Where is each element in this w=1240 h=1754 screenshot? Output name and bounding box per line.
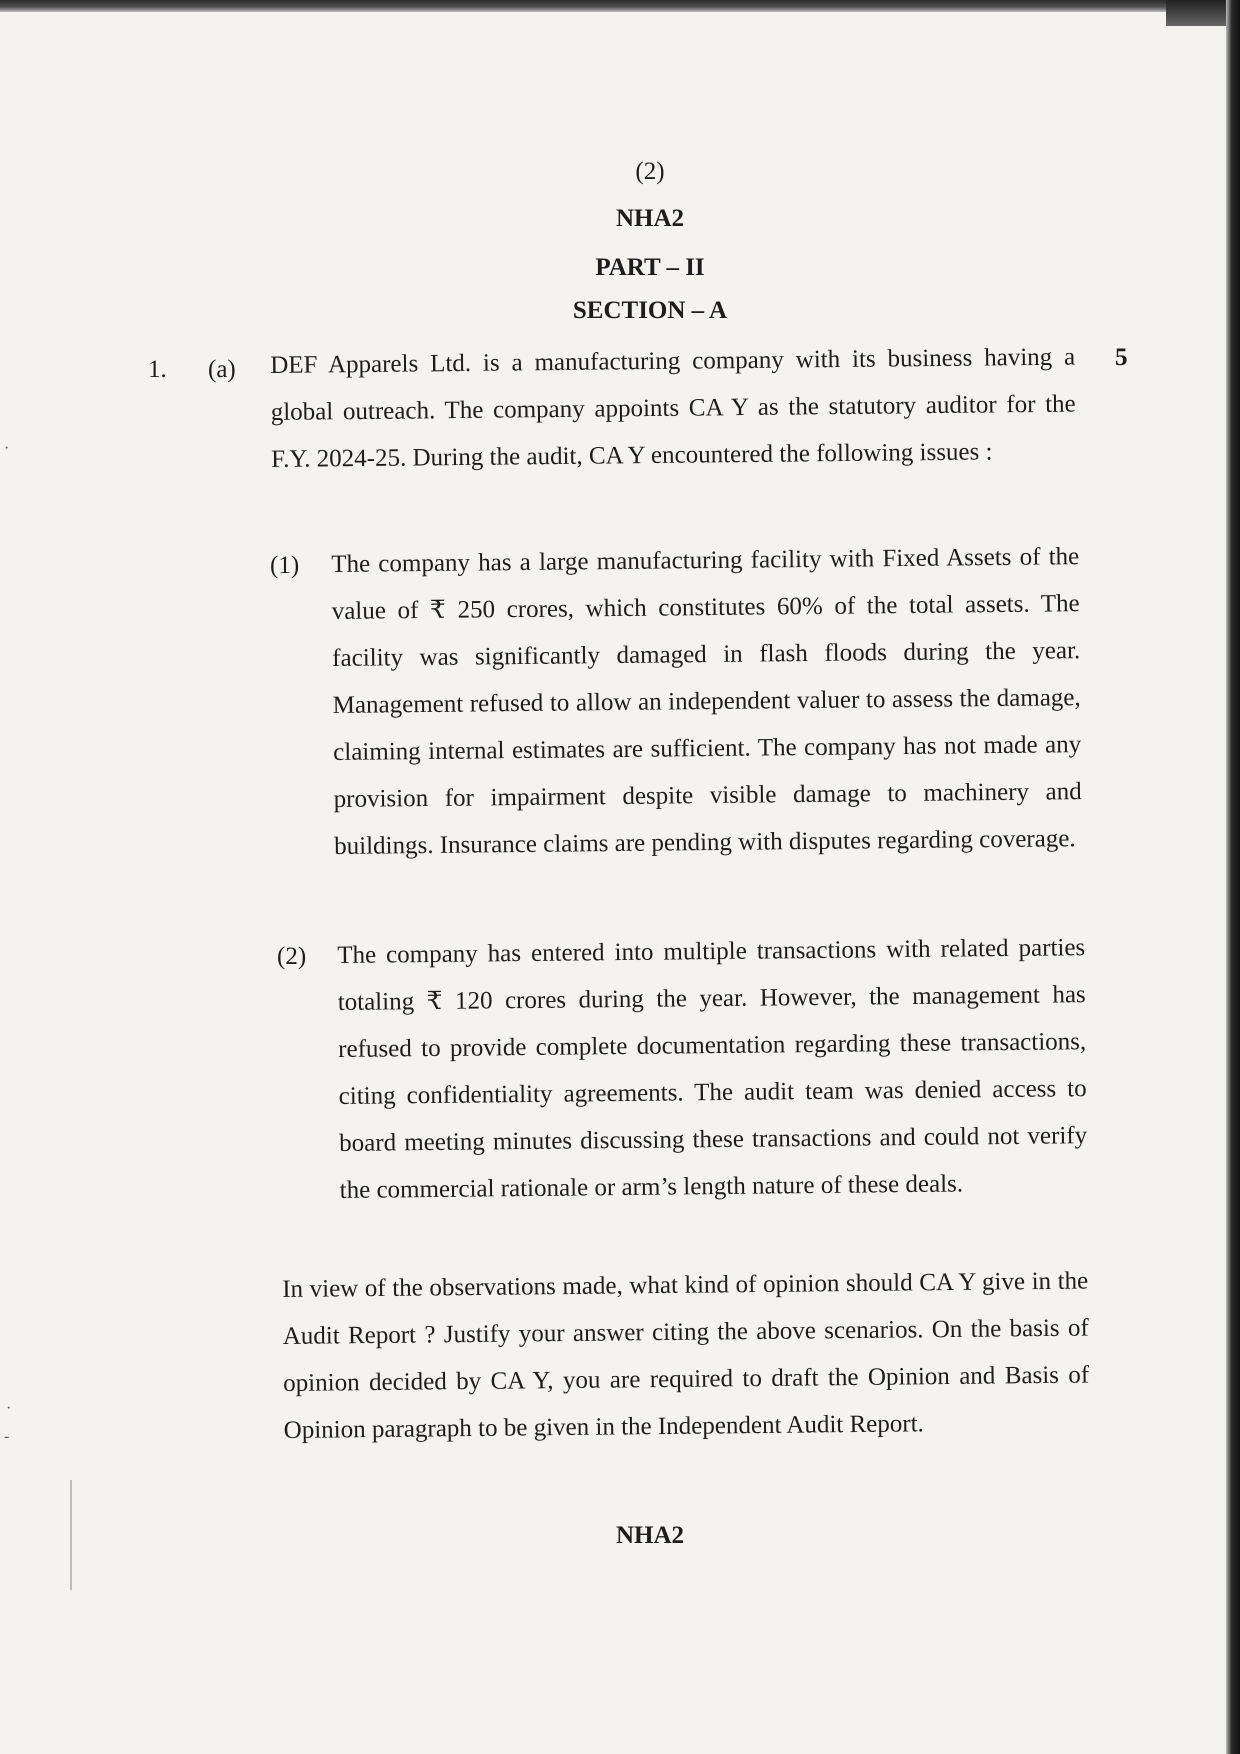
scan-speck: ·	[6, 1400, 12, 1417]
paper-code-header: NHA2	[615, 205, 685, 232]
issue-1-text: The company has a large manufacturing facility with Fixed Assets of the value of ₹ 250 crores, which constitutes 60% of the total assets. The facility was significantly damaged in flash floods during the year. Management refused to allow an independent valuer to assess the damage, claiming internal estimates are sufficient. The company has not made any provision for impairment despite visible damage to machinery and buildings. Insurance claims are pending with disputes regarding coverage.	[331, 543, 1082, 860]
question-sub-label: (a)	[208, 356, 236, 383]
question-conclusion: In view of the observations made, what kind of opinion should CA Y give in the Audit Report ? Justify your answer citing the above scenarios. On the basis of opinion decided by CA Y, you are required to draft the Opinion and Basis of Opinion paragraph to be given in the Independent Audit Report.	[282, 1267, 1090, 1444]
scan-speck: -	[4, 1428, 10, 1445]
scan-speck: ·	[4, 440, 10, 457]
question-marks: 5	[1115, 344, 1128, 371]
question-intro: DEF Apparels Ltd. is a manufacturing company with its business having a global outreach. The company appoints CA Y as the statutory auditor for the F.Y. 2024-25. During the audit, CA Y encountered the following issues :	[270, 343, 1076, 473]
question-number: 1.	[148, 356, 167, 383]
paper-code-footer: NHA2	[615, 1522, 685, 1549]
part-heading: PART – II	[595, 254, 705, 281]
issue-2-text: The company has entered into multiple transactions with related parties totaling ₹ 120 crores during the year. However, the management has refused to provide complete documentation regarding these transactions, citing confidentiality agreements. The audit team was denied access to board meeting minutes discussing these transactions and could not verify the commercial rationale or arm’s length nature of these deals.	[337, 934, 1088, 1204]
issue-1-label: (1)	[270, 552, 300, 579]
issue-2-label: (2)	[277, 943, 307, 970]
page-number: (2)	[635, 158, 665, 185]
section-heading: SECTION – A	[572, 297, 728, 324]
